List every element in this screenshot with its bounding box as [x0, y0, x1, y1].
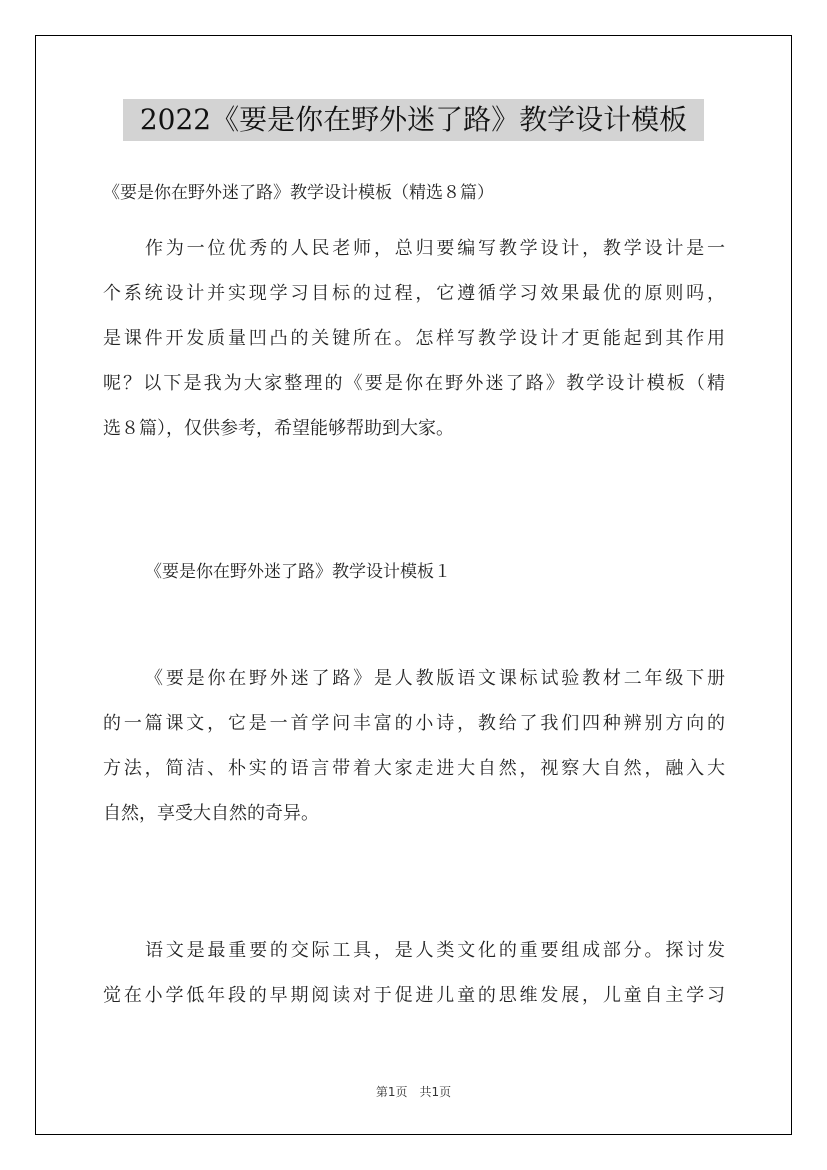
paragraph-line: 觉在小学低年段的早期阅读对于促进儿童的思维发展，儿童自主学习 — [103, 985, 725, 1006]
section1-paragraph-1 — [103, 656, 725, 836]
section1-paragraph-2 — [103, 928, 725, 1018]
section-heading: 《要是你在野外迷了路》教学设计模板１ — [145, 562, 451, 582]
intro-paragraph — [103, 226, 725, 451]
paragraph-line: 方法，简洁、朴实的语言带着大家走进大自然，视察大自然，融入大 — [103, 758, 725, 779]
intro-line: 选８篇），仅供参考，希望能够帮助到大家。 — [103, 418, 454, 439]
paragraph-line: 的一篇课文，它是一首学问丰富的小诗，教给了我们四种辨别方向的 — [103, 713, 725, 734]
intro-line: 呢？以下是我为大家整理的《要是你在野外迷了路》教学设计模板（精 — [103, 373, 725, 394]
document-subtitle: 《要是你在野外迷了路》教学设计模板（精选８篇） — [103, 183, 494, 203]
intro-line: 作为一位优秀的人民老师，总归要编写教学设计，教学设计是一 — [145, 238, 725, 259]
intro-line: 个系统设计并实现学习目标的过程，它遵循学习效果最优的原则吗， — [103, 283, 725, 304]
paragraph-line: 《要是你在野外迷了路》是人教版语文课标试验教材二年级下册 — [145, 668, 725, 689]
paragraph-line: 语文是最重要的交际工具，是人类文化的重要组成部分。探讨发 — [145, 940, 725, 961]
paragraph-line: 自然，享受大自然的奇异。 — [103, 803, 319, 824]
page-footer: 第1页 共1页 — [375, 1085, 452, 1099]
intro-line: 是课件开发质量凹凸的关键所在。怎样写教学设计才更能起到其作用 — [103, 328, 725, 349]
document-title: 2022《要是你在野外迷了路》教学设计模板 — [123, 99, 704, 141]
